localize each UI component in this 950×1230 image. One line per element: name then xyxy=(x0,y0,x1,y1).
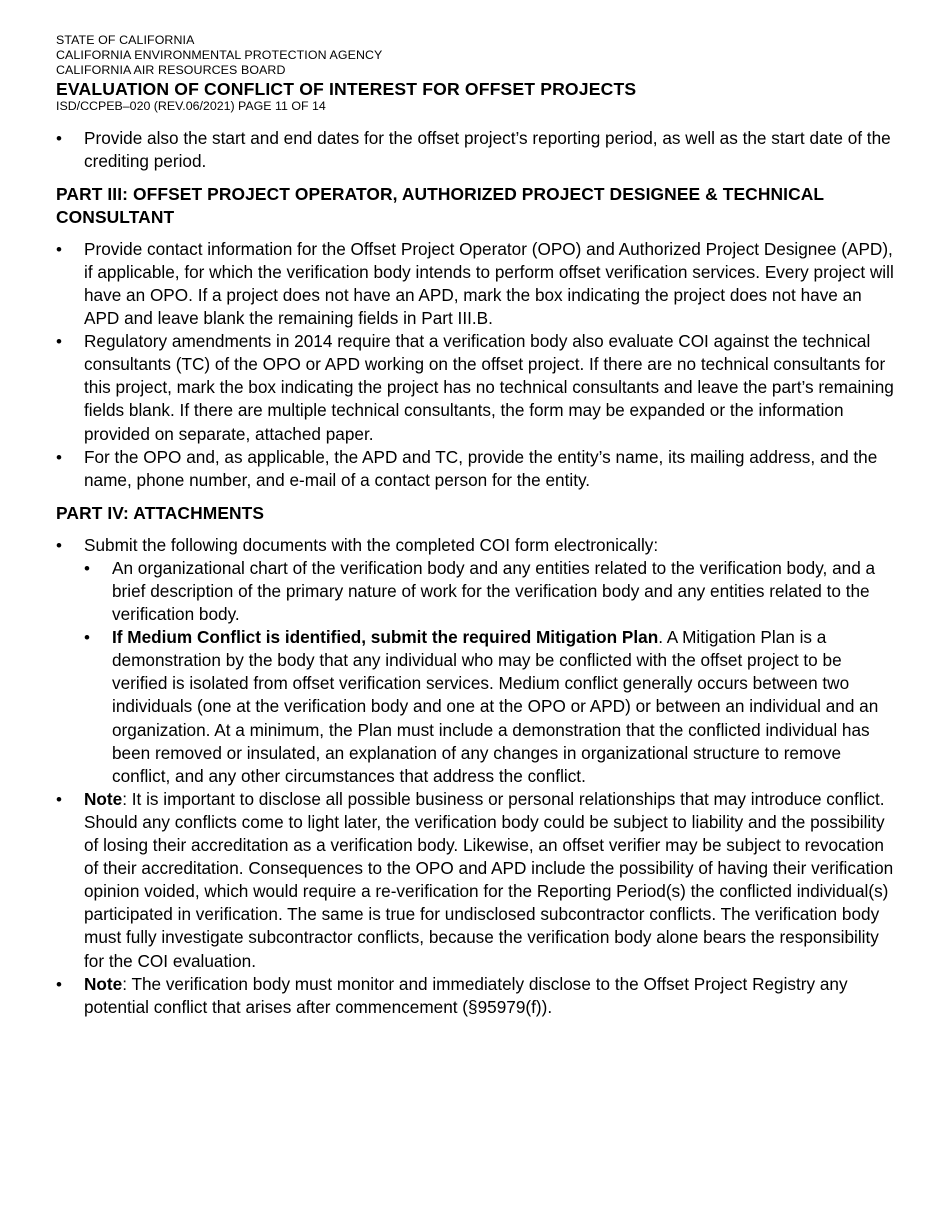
list-item: • For the OPO and, as applicable, the APD and TC, provide the entity’s name, its mailing address, and the name, phone number, and e-mail of a contact person for the entity. xyxy=(56,446,900,492)
list-item xyxy=(84,626,900,788)
part-3-heading: PART III: OFFSET PROJECT OPERATOR, AUTHORIZED PROJECT DESIGNEE & TECHNICAL CONSULTANT xyxy=(56,183,824,227)
mitigation-plan-bold: If Medium Conflict is identified, submit the required Mitigation Plan xyxy=(112,627,659,648)
document-title: EVALUATION OF CONFLICT OF INTEREST FOR OFFSET PROJECTS xyxy=(56,78,637,99)
mitigation-plan-text: . A Mitigation Plan is a demonstration by the body that any individual who may be conflicted with the offset project to be verified is isolated from offset verification services. Medium conflict generally occurs between two individuals (one at the verification body and one at the OPO or APD) or between an individual and an organization. At a minimum, the Plan must include a demonstration that the conflicted individual has been removed or insulated, an explanation of any changes in organizational structure to remove conflict, and any other circumstances that address the conflict. xyxy=(112,627,879,786)
note-text: : The verification body must monitor and immediately disclose to the Offset Project Registry any potential conflict that arises after commencement (§95979(f)). xyxy=(84,973,848,1017)
header-agency: CALIFORNIA ENVIRONMENTAL PROTECTION AGENCY xyxy=(56,48,383,63)
part-3-list xyxy=(56,238,900,492)
list-item: • Regulatory amendments in 2014 require that a verification body also evaluate COI against the technical consultants (TC) of the OPO or APD working on the offset project. If there are no technical consultants for this project, mark the box indicating the project has no technical consultants and leave the part’s remaining fields blank. If there are multiple technical consultants, the form may be expanded or the information provided on separate, attached paper. xyxy=(56,330,900,445)
document-body xyxy=(56,127,900,1019)
list-item: • An organizational chart of the verification body and any entities related to the verification body, and a brief description of the primary nature of work for the verification body and any entities related to the verification body. xyxy=(84,557,900,626)
part-4-heading: PART IV: ATTACHMENTS xyxy=(56,502,265,523)
form-id: ISD/CCPEB–020 (REV.06/2021) PAGE 11 OF 14 xyxy=(56,98,326,113)
header-state: STATE OF CALIFORNIA xyxy=(56,33,195,47)
list-item: • Provide contact information for the Offset Project Operator (OPO) and Authorized Project Designee (APD), if applicable, for which the verification body intends to perform offset verification services. Every project will have an OPO. If a project does not have an APD, mark the box indicating the project does not have an APD and leave blank the remaining fields in Part III.B. xyxy=(56,238,900,330)
note-label: Note xyxy=(84,788,123,809)
intro-list xyxy=(56,127,900,173)
list-item xyxy=(56,973,900,1019)
list-item: • Provide also the start and end dates for the offset project’s reporting period, as well as the start date of the crediting period. xyxy=(56,127,900,173)
part-4-list xyxy=(56,534,900,1019)
list-item xyxy=(56,534,900,788)
note-text: : It is important to disclose all possible business or personal relationships that may introduce conflict. Should any conflicts come to light later, the verification body could be subject to liability and the possibility of losing their accreditation as a verification body. Likewise, an offset verifier may be subject to revocation of their accreditation. Consequences to the OPO and APD include the possibility of having their verification opinion voided, which would require a re-verification for the Reporting Period(s) the conflicted individual(s) participated in verification. The same is true for undisclosed subcontractor conflicts. The verification body must fully investigate subcontractor conflicts, because the verification body alone bears the responsibility for the COI evaluation. xyxy=(84,788,894,971)
note-label: Note xyxy=(84,973,123,994)
header-board: CALIFORNIA AIR RESOURCES BOARD xyxy=(56,63,286,78)
submit-documents-text: Submit the following documents with the completed COI form electronically: xyxy=(84,534,659,555)
form-header xyxy=(56,33,900,114)
attachments-sublist xyxy=(84,557,900,788)
list-item xyxy=(56,788,900,973)
